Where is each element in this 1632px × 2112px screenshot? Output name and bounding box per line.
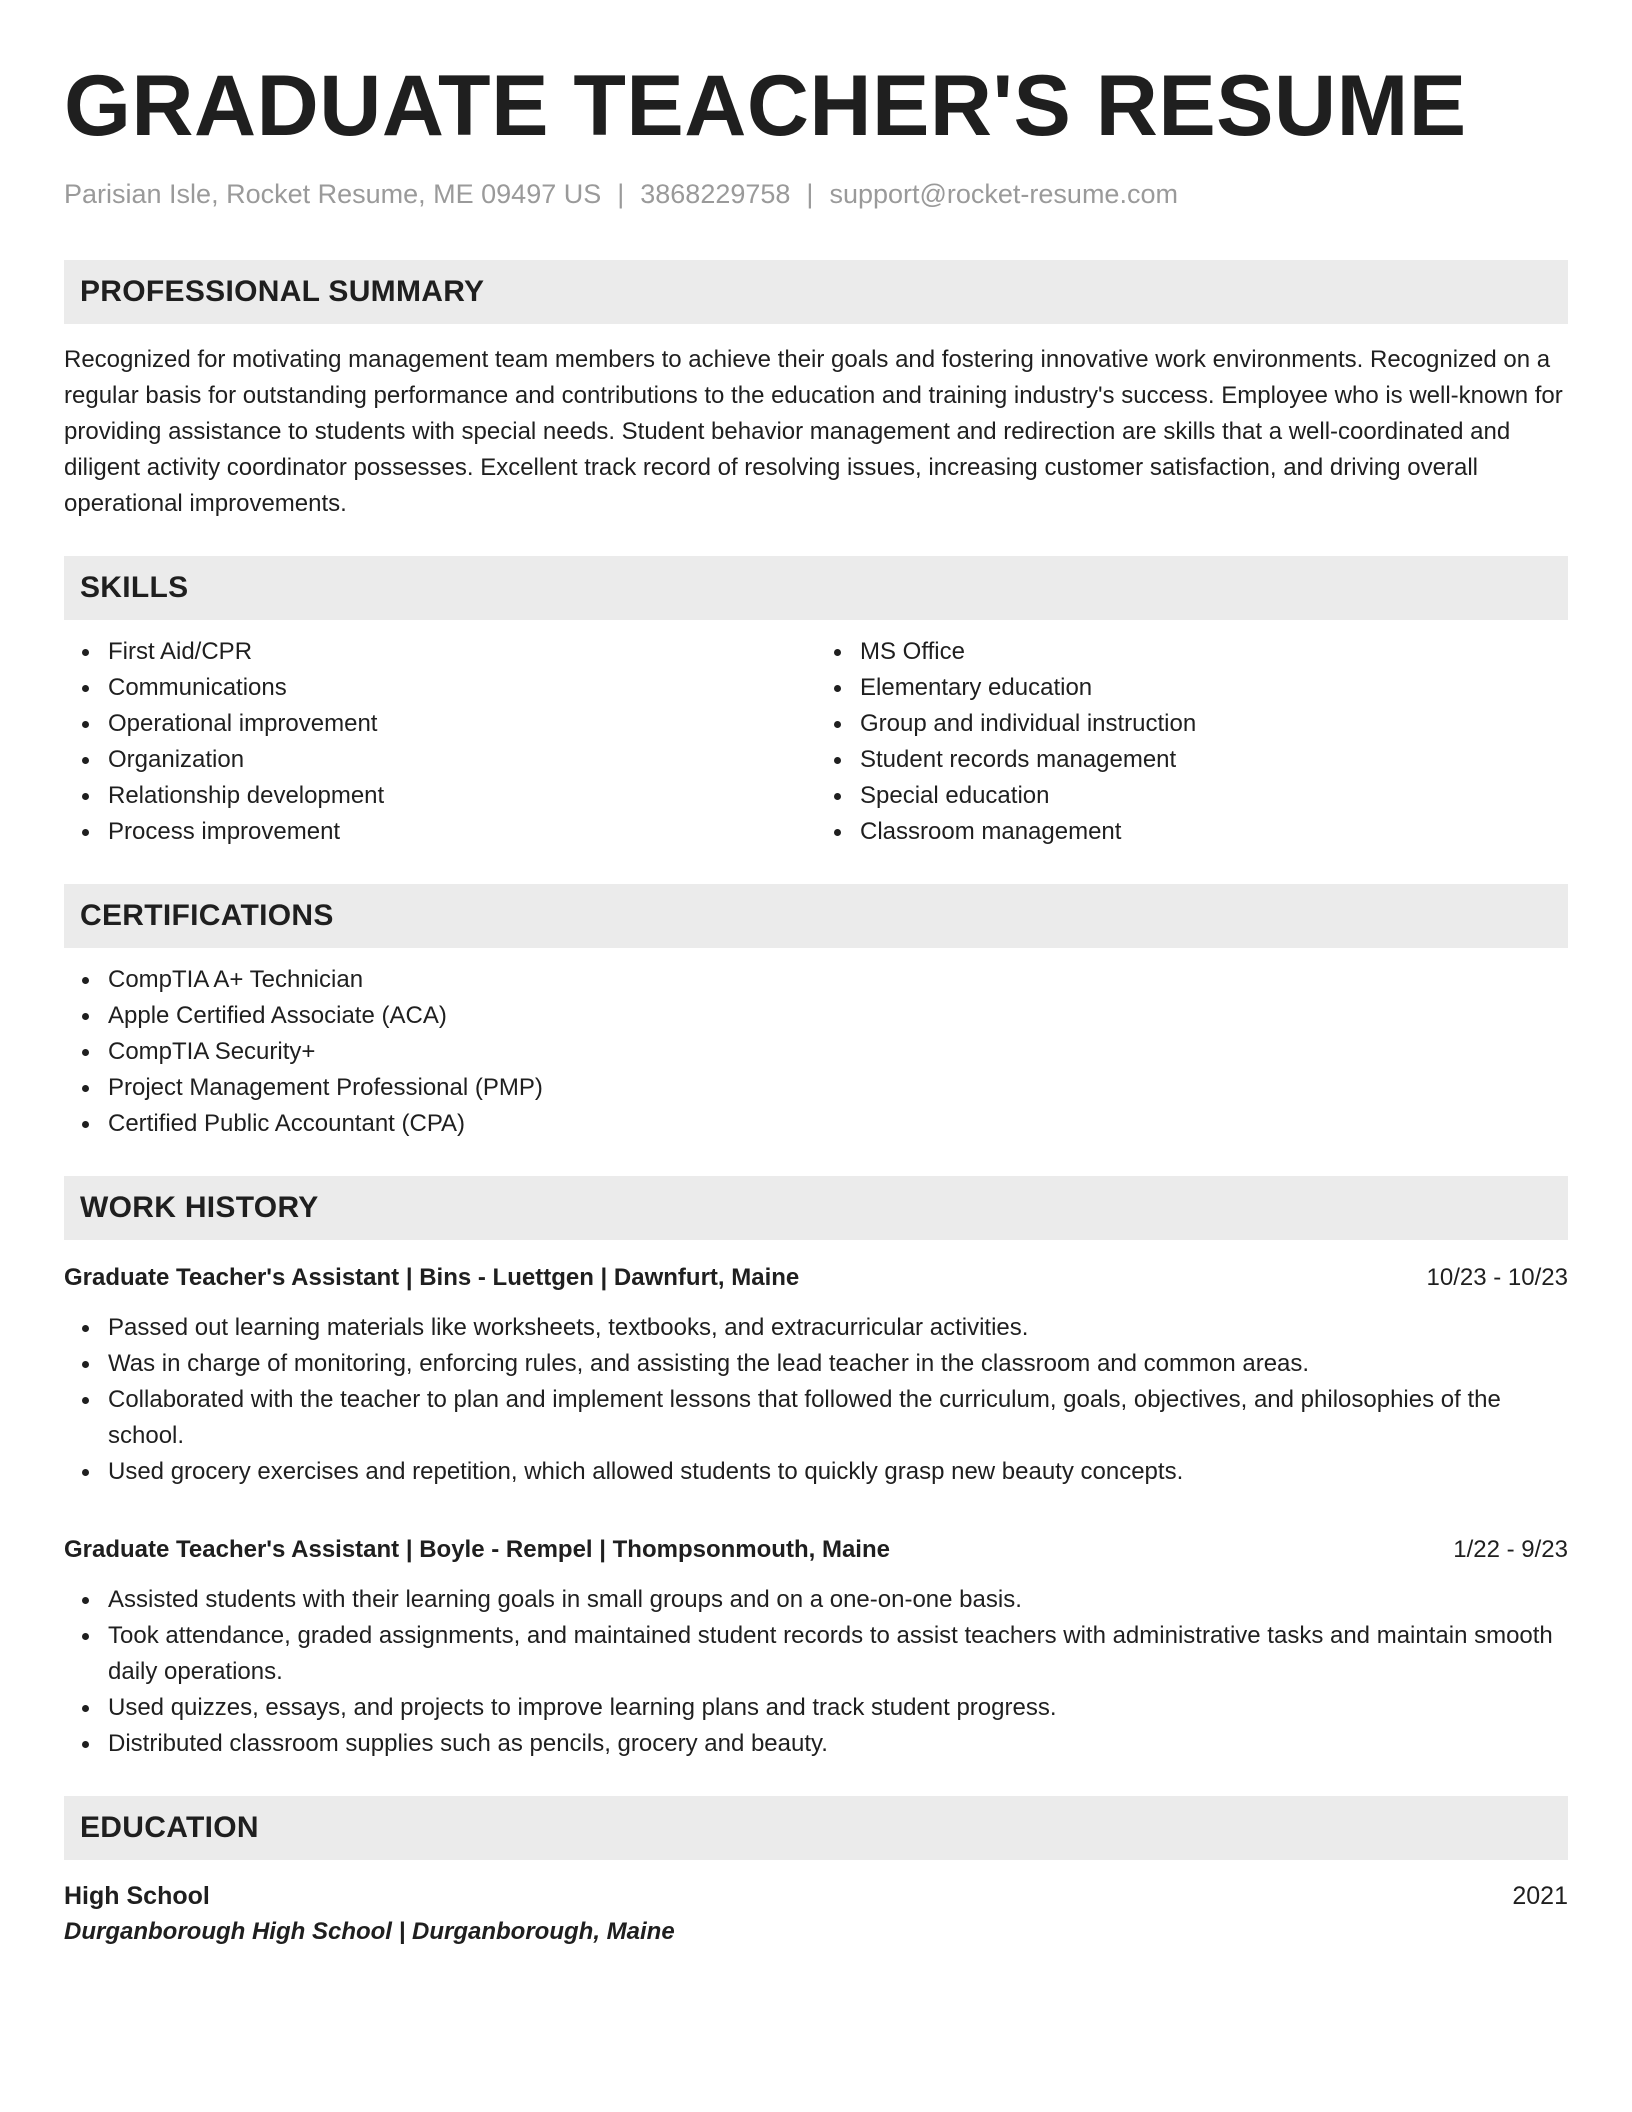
skill-item: Classroom management xyxy=(860,814,1568,850)
skill-item: Operational improvement xyxy=(108,706,816,742)
resume-title: GRADUATE TEACHER'S RESUME xyxy=(64,58,1467,154)
skill-item: Student records management xyxy=(860,742,1568,778)
certification-item: Project Management Professional (PMP) xyxy=(108,1070,1568,1106)
job-bullet: Used quizzes, essays, and projects to improve learning plans and track student progress. xyxy=(108,1690,1568,1726)
contact-separator: | xyxy=(806,179,814,209)
contact-line xyxy=(64,176,1568,212)
job-bullet: Assisted students with their learning goals in small groups and on a one-on-one basis. xyxy=(108,1582,1568,1618)
section-header-skills: SKILLS xyxy=(64,556,1568,620)
contact-address: Parisian Isle, Rocket Resume, ME 09497 US xyxy=(64,179,602,209)
job-bullets xyxy=(64,1582,1568,1762)
job-bullets xyxy=(64,1310,1568,1490)
job-header xyxy=(64,1260,1568,1296)
job-header xyxy=(64,1532,1568,1568)
skills-column-right xyxy=(816,620,1568,850)
job-bullet: Collaborated with the teacher to plan and implement lessons that followed the curriculum, goals, objectives, and philosophies of the school. xyxy=(108,1382,1568,1454)
certifications-list xyxy=(64,962,1568,1142)
skill-item: First Aid/CPR xyxy=(108,634,816,670)
certification-item: Apple Certified Associate (ACA) xyxy=(108,998,1568,1034)
job-bullet: Took attendance, graded assignments, and maintained student records to assist teachers with administrative tasks and maintain smooth daily operations. xyxy=(108,1618,1568,1690)
education-degree: High School xyxy=(64,1882,210,1910)
skills-column-left xyxy=(64,620,816,850)
skill-item: Elementary education xyxy=(860,670,1568,706)
job-dates: 1/22 - 9/23 xyxy=(1453,1536,1568,1563)
skills-list-left xyxy=(64,634,816,850)
skill-item: Communications xyxy=(108,670,816,706)
skills-list-right xyxy=(816,634,1568,850)
certification-item: CompTIA Security+ xyxy=(108,1034,1568,1070)
section-header-summary: PROFESSIONAL SUMMARY xyxy=(64,260,1568,324)
section-header-work-history: WORK HISTORY xyxy=(64,1176,1568,1240)
skill-item: Process improvement xyxy=(108,814,816,850)
job-bullet: Was in charge of monitoring, enforcing rules, and assisting the lead teacher in the classroom and common areas. xyxy=(108,1346,1568,1382)
job-title: Graduate Teacher's Assistant | Boyle - Rempel | Thompsonmouth, Maine xyxy=(64,1536,890,1563)
contact-separator: | xyxy=(617,179,625,209)
skill-item: MS Office xyxy=(860,634,1568,670)
education-header xyxy=(64,1878,1568,1914)
summary-text: Recognized for motivating management team members to achieve their goals and fostering innovative work environments. Recognized on a regular basis for outstanding performance and contributions to the education and training industry's success. Employee who is well-known for providing assistance to students with special needs. Student behavior management and redirection are skills that a well-coordinated and diligent activity coordinator possesses. Excellent track record of resolving issues, increasing customer satisfaction, and driving overall operational improvements. xyxy=(64,346,1563,517)
skill-item: Special education xyxy=(860,778,1568,814)
job-bullet: Passed out learning materials like worksheets, textbooks, and extracurricular activities. xyxy=(108,1310,1568,1346)
job-bullet: Distributed classroom supplies such as pencils, grocery and beauty. xyxy=(108,1726,1568,1762)
education-school: Durganborough High School | Durganborough, Maine xyxy=(64,1918,675,1945)
certification-item: CompTIA A+ Technician xyxy=(108,962,1568,998)
section-header-education: EDUCATION xyxy=(64,1796,1568,1860)
job-dates: 10/23 - 10/23 xyxy=(1426,1264,1568,1291)
skill-item: Organization xyxy=(108,742,816,778)
education-year: 2021 xyxy=(1512,1882,1568,1910)
skill-item: Relationship development xyxy=(108,778,816,814)
skill-item: Group and individual instruction xyxy=(860,706,1568,742)
contact-phone: 3868229758 xyxy=(640,179,791,209)
section-header-certifications: CERTIFICATIONS xyxy=(64,884,1568,948)
job-bullet: Used grocery exercises and repetition, which allowed students to quickly grasp new beauty concepts. xyxy=(108,1454,1568,1490)
job-title: Graduate Teacher's Assistant | Bins - Luettgen | Dawnfurt, Maine xyxy=(64,1264,800,1291)
certification-item: Certified Public Accountant (CPA) xyxy=(108,1106,1568,1142)
skills-grid xyxy=(64,620,1568,850)
contact-email: support@rocket-resume.com xyxy=(829,179,1178,209)
